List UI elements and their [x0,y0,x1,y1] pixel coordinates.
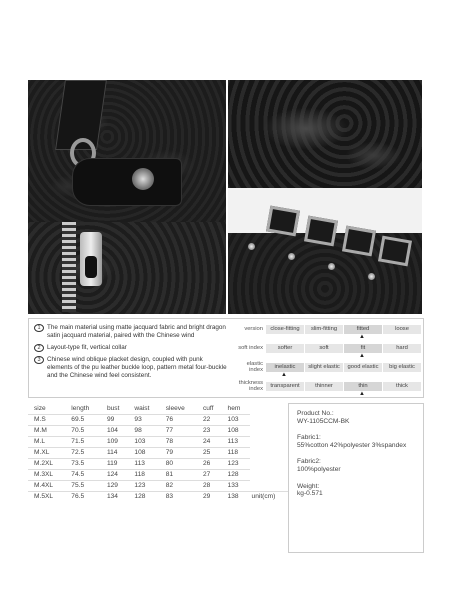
table-cell: 23 [197,425,222,436]
photo-collar-strap [28,80,226,222]
table-cell: 114 [101,447,128,458]
table-cell: 70.5 [65,425,101,436]
attribute-row [236,343,422,359]
attribute-option: slim-fitting [305,325,343,334]
stud-icon [248,243,255,250]
table-cell: 118 [222,447,250,458]
column-header: bust [106,404,120,412]
table-cell: 83 [160,491,197,502]
attribute-option: transparent [266,382,304,391]
table-cell: 76.5 [65,491,101,502]
product-info [288,403,424,553]
buckle-icon [378,236,412,267]
weight-label: Weight: [297,482,320,490]
weight-value: kg-0.571 [297,490,323,498]
fabric2-label: Fabric2: [297,458,321,466]
table-cell: 113 [128,458,159,469]
table-cell: 93 [128,414,159,425]
selected-marker-icon: ▲ [359,334,365,340]
table-cell: 73.5 [65,458,101,469]
rivet-icon [132,168,154,190]
unit-label: unit(cm) [250,491,288,502]
table-row [28,425,288,436]
attribute-option: slight elastic [305,363,343,372]
table-cell: 79 [160,447,197,458]
photo-buckles [228,188,422,314]
table-cell: 108 [222,425,250,436]
table-cell: 78 [160,436,197,447]
attribute-label: version [244,326,263,332]
table-cell: 118 [128,469,159,480]
attribute-option: softer [266,344,304,353]
feature-description [34,324,230,384]
attribute-option: thin [344,382,382,391]
fabric1-value: 55%cotton 42%polyester 3%spandex [297,441,407,449]
table-cell: 82 [160,480,197,491]
table-cell: 129 [101,480,128,491]
number-badge: 1 [34,324,44,332]
product-no-label: Product No.: [297,410,334,417]
attribute-option: soft [305,344,343,353]
column-header: sleeve [165,404,185,412]
attribute-label: elastic index [246,361,263,373]
attribute-row [236,380,422,397]
table-cell: 69.5 [65,414,101,425]
table-row [28,447,288,458]
table-row [28,491,288,502]
buckle-icon [266,206,300,237]
table-cell: 119 [101,458,128,469]
attribute-option: good elastic [344,363,382,372]
attribute-label: soft index [238,345,263,351]
table-header-row [28,403,288,414]
selected-marker-icon: ▲ [359,353,365,359]
attribute-row [236,361,422,378]
table-cell: M.4XL [28,480,65,491]
column-header: waist [134,404,150,412]
table-cell: 28 [197,480,222,491]
table-cell: 109 [101,436,128,447]
table-cell: 113 [222,436,250,447]
table-row [28,469,288,480]
attribute-option: fitted [344,325,382,334]
table-cell: 22 [197,414,222,425]
table-row [28,458,288,469]
attribute-option: big elastic [383,363,421,372]
attribute-option: hard [383,344,421,353]
buckle-icon [342,226,376,257]
table-cell: M.3XL [28,469,65,480]
table-cell: 25 [197,447,222,458]
column-header: length [71,404,90,412]
table-cell: 26 [197,458,222,469]
attribute-option: thick [383,382,421,391]
stud-icon [368,273,375,280]
table-cell: 24 [197,436,222,447]
table-cell: M.2XL [28,458,65,469]
table-cell: 99 [101,414,128,425]
number-badge: 3 [34,356,44,364]
attribute-option: loose [383,325,421,334]
stud-icon [288,253,295,260]
table-cell: 128 [128,491,159,502]
table-cell: 75.5 [65,480,101,491]
number-badge: 2 [34,344,44,352]
table-cell: 27 [197,469,222,480]
table-cell: 72.5 [65,447,101,458]
table-cell: 29 [197,491,222,502]
attribute-option: close-fitting [266,325,304,334]
table-cell: M.M [28,425,65,436]
feature-item: 2 Layout-type fit, vertical collar [34,344,230,352]
table-cell: 103 [128,436,159,447]
buckle-icon [304,216,338,247]
selected-marker-icon: ▲ [281,372,287,378]
table-row [28,480,288,491]
feature-item: 1 The main material using matte jacquard fabric and bright dragon satin jacquard material, paired with the Chinese wind [34,324,230,340]
photo-jacquard-fabric [228,80,422,188]
product-no-value: WY-1105CCM-BK [297,417,350,425]
attribute-scales [236,324,422,400]
table-cell: M.XL [28,447,65,458]
zipper-hole [85,256,97,278]
table-cell: 71.5 [65,436,101,447]
table-cell: 74.5 [65,469,101,480]
table-cell: M.5XL [28,491,65,502]
table-cell: 123 [128,480,159,491]
table-cell: 123 [222,458,250,469]
table-cell: 138 [222,491,250,502]
attribute-label: thickness index [238,380,263,392]
attribute-option: fit [344,344,382,353]
attribute-option: inelastic [266,363,304,372]
table-cell: M.S [28,414,65,425]
table-row [28,414,288,425]
stud-icon [328,263,335,270]
table-cell: 81 [160,469,197,480]
table-cell: 76 [160,414,197,425]
table-cell: 98 [128,425,159,436]
attribute-option: thinner [305,382,343,391]
fabric2-value: 100%polyester [297,465,341,473]
table-cell: 124 [101,469,128,480]
attribute-row [236,324,422,340]
table-cell: 133 [222,480,250,491]
size-table [28,403,288,502]
table-row [28,436,288,447]
column-header: size [34,404,46,412]
column-header: cuff [202,404,214,412]
table-cell: M.L [28,436,65,447]
table-cell: 108 [128,447,159,458]
leather-tab [72,158,182,206]
zipper-teeth [62,222,76,312]
table-cell: 77 [160,425,197,436]
photo-zipper [28,222,226,314]
selected-marker-icon: ▲ [359,391,365,397]
column-header: hem [227,404,241,412]
table-cell: 104 [101,425,128,436]
table-cell: 103 [222,414,250,425]
table-cell: 128 [222,469,250,480]
table-cell: 134 [101,491,128,502]
feature-item: 3 Chinese wind oblique placket design, coupled with punk elements of the pu leather buckle loop, pattern metal four-buckle and the Chinese wind feel consistent. [34,356,230,380]
fabric1-label: Fabric1: [297,434,321,442]
table-cell: 80 [160,458,197,469]
